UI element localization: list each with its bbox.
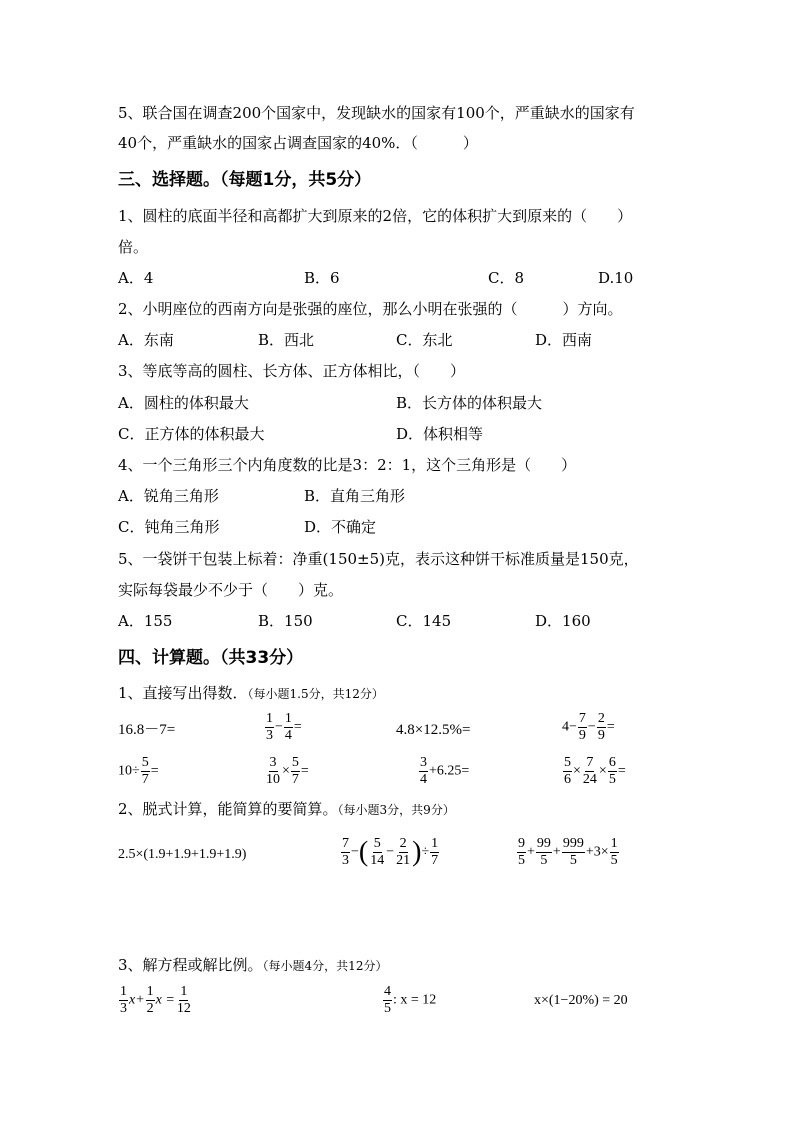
question-4: 4、一个三角形三个内角度数的比是3：2：1，这个三角形是（ ） (118, 456, 577, 474)
option-a: A．155 (118, 612, 173, 630)
part-label: 2、脱式计算，能简算的要简算。 (118, 800, 338, 818)
option-d: D．西南 (535, 331, 593, 349)
calc-2: $\frac{1}{3}$ − $\frac{1}{4}$ = (266, 711, 302, 743)
simplify-3: $\frac{9}{5}$ + $\frac{99}{5}$ + $\frac{999}{5}$ +3× $\frac{1}{5}$ (518, 836, 618, 868)
equation-1: $\frac{1}{3}$ x+ $\frac{1}{2}$ x = $\frac{1}{12}$ (120, 984, 191, 1016)
option-a: A．锐角三角形 (118, 487, 219, 505)
option-b: B．6 (304, 269, 340, 287)
option-c: C．正方体的体积最大 (118, 425, 265, 443)
option-a: A．4 (118, 269, 154, 287)
calc-7: $\frac{3}{4}$ +6.25= (420, 755, 470, 787)
question-text: 5、联合国在调查200个国家中，发现缺水的国家有100个，严重缺水的国家有 (118, 104, 635, 122)
calc-1: 16.8－7= (118, 722, 176, 738)
calc-3: 4.8×12.5%= (396, 722, 471, 738)
section-title: 三、选择题。（每题1分，共5分） (118, 170, 372, 190)
question-text: 40个，严重缺水的国家占调查国家的40%．（ ） (118, 134, 478, 152)
option-b: B．长方体的体积最大 (396, 394, 543, 412)
option-a: A．圆柱的体积最大 (118, 394, 249, 412)
equation-2: $\frac{4}{5}$ : x = 12 (384, 984, 437, 1016)
option-b: B．150 (258, 612, 313, 630)
question-5-cont: 实际每袋最少不少于（ ）克。 (118, 581, 344, 599)
option-d: D．160 (535, 612, 591, 630)
question-1-cont: 倍。 (118, 238, 149, 256)
option-b: B．直角三角形 (304, 487, 406, 505)
calc-5: 10÷ $\frac{5}{7}$ = (118, 755, 159, 787)
calc-4: 4− $\frac{7}{9}$ − $\frac{2}{9}$ = (562, 711, 615, 743)
question-5: 5、一袋饼干包装上标着：净重(150±5)克，表示这种饼干标准质量是150克， (118, 550, 639, 568)
simplify-1: 2.5×(1.9+1.9+1.9+1.9) (118, 847, 247, 862)
option-d: D．不确定 (304, 518, 377, 536)
part-3-label (118, 955, 387, 976)
option-d: D．体积相等 (396, 425, 484, 443)
part-note: （每小题3分，共9分） (337, 803, 455, 817)
part-note: （每小题4分，共12分） (262, 959, 388, 973)
part-label: 1、直接写出得数． (118, 684, 248, 702)
calc-6: $\frac{3}{10}$ × $\frac{5}{7}$ = (266, 755, 309, 787)
option-b: B．西北 (258, 331, 315, 349)
question-2: 2、小明座位的西南方向是张强的座位，那么小明在张强的（ ）方向。 (118, 300, 623, 318)
option-c: C．145 (396, 612, 452, 630)
option-c: C．钝角三角形 (118, 518, 220, 536)
part-note: （每小题1.5分，共12分） (247, 687, 384, 701)
option-c: C．8 (488, 269, 525, 287)
question-1: 1、圆柱的底面半径和高都扩大到原来的2倍，它的体积扩大到原来的（ ） (118, 207, 633, 225)
part-label: 3、解方程或解比例。 (118, 956, 263, 974)
simplify-2: $\frac{7}{3}$ −( $\frac{5}{14}$ − $\frac{2}{21}$ )÷ $\frac{1}{7}$ (342, 836, 439, 868)
part-2-label (118, 799, 455, 820)
option-a: A．东南 (118, 331, 174, 349)
option-c: C．东北 (396, 331, 453, 349)
question-3: 3、等底等高的圆柱、长方体、正方体相比，（ ） (118, 362, 466, 380)
section-title: 四、计算题。（共33分） (118, 648, 304, 668)
part-1-label (118, 683, 384, 704)
calc-8: $\frac{5}{6}$ × $\frac{7}{24}$ × $\frac{6}{5}$ = (564, 755, 626, 787)
equation-3: x×(1−20%) = 20 (534, 993, 628, 1008)
option-d: D.10 (598, 269, 634, 287)
